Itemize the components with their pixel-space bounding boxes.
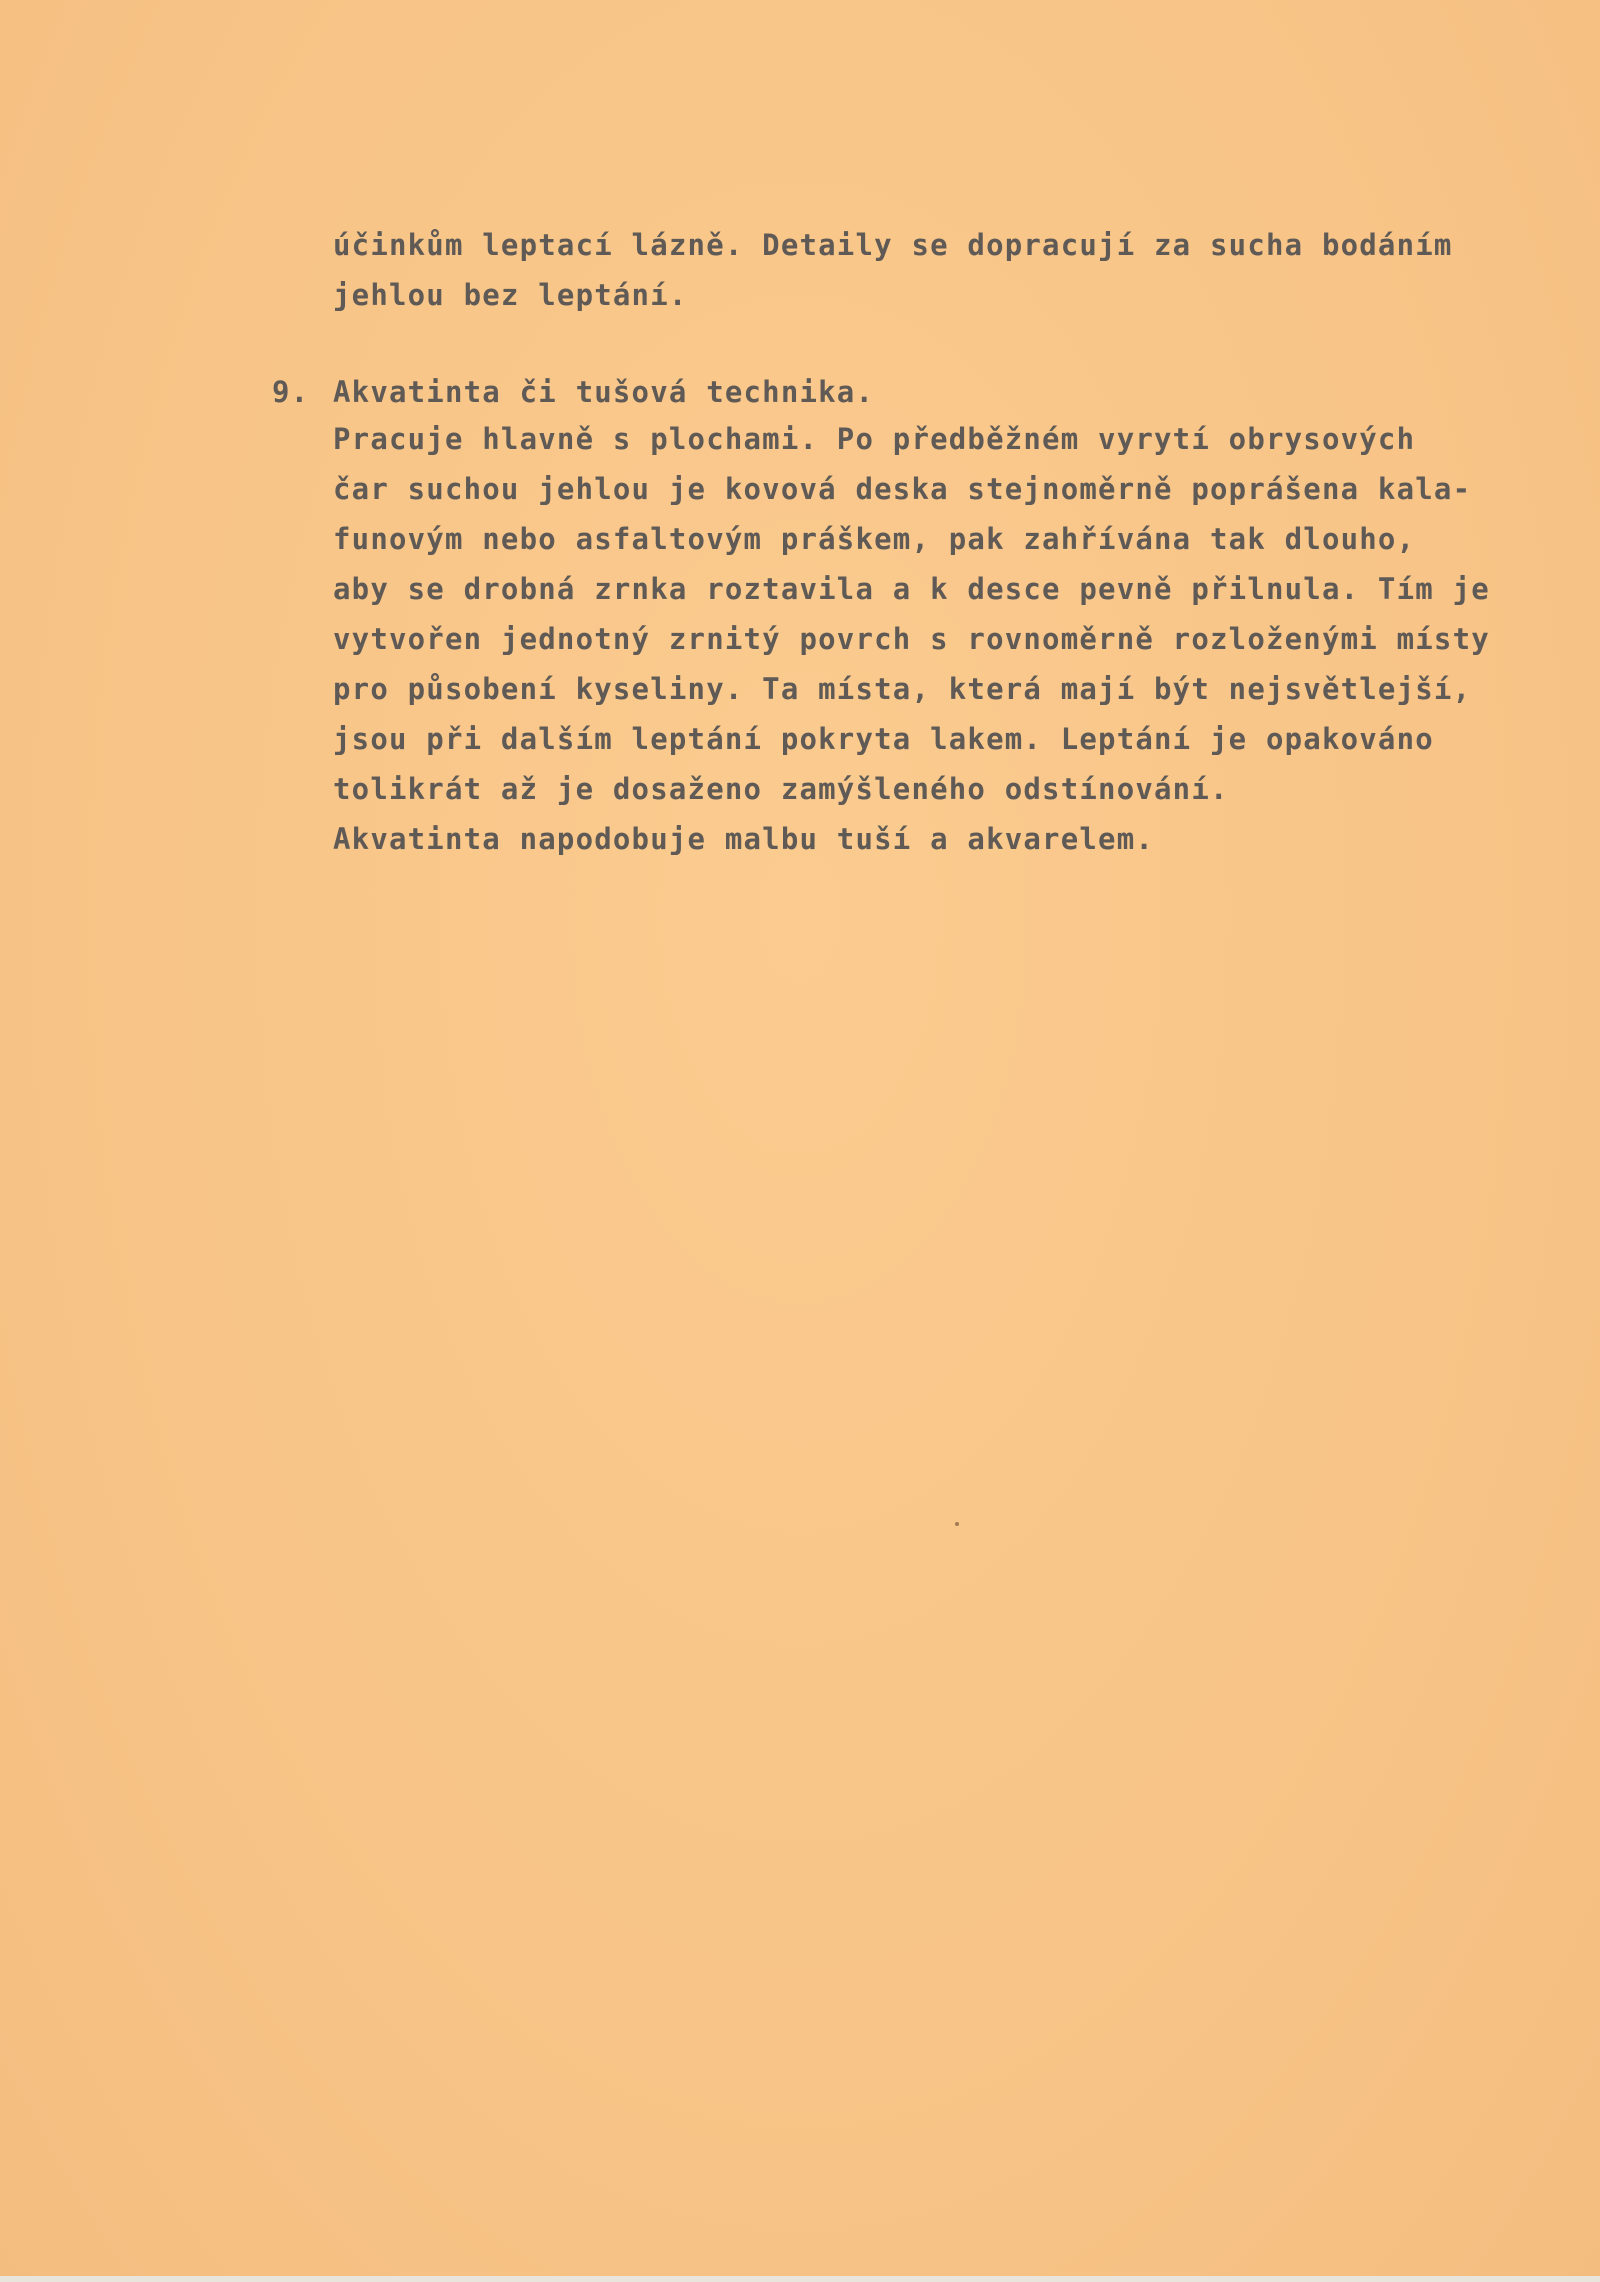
text-line: čar suchou jehlou je kovová deska stejnoměrně poprášena kala- (333, 472, 1472, 506)
text-line: účinkům leptací lázně. Detaily se dopracují za sucha bodáním (333, 228, 1453, 262)
text-line: aby se drobná zrnka roztavila a k desce pevně přilnula. Tím je (333, 572, 1490, 606)
text-line: Pracuje hlavně s plochami. Po předběžném vyrytí obrysových (333, 422, 1416, 456)
text-line: tolikrát až je dosaženo zamýšleného odstínování. (333, 772, 1229, 806)
text-line: Akvatinta napodobuje malbu tuší a akvarelem. (333, 822, 1155, 856)
section-heading: Akvatinta či tušová technika. (333, 375, 875, 409)
paper-bottom-edge (0, 2276, 1600, 2282)
text-line: pro působení kyseliny. Ta místa, která mají být nejsvětlejší, (333, 672, 1472, 706)
text-line: funovým nebo asfaltovým práškem, pak zahřívána tak dlouho, (333, 522, 1416, 556)
text-line: jsou při dalším leptání pokryta lakem. Leptání je opakováno (333, 722, 1434, 756)
item-number: 9. (272, 375, 310, 409)
text-line: jehlou bez leptání. (333, 278, 688, 312)
text-line: vytvořen jednotný zrnitý povrch s rovnoměrně rozloženými místy (333, 622, 1490, 656)
paper-speck (955, 1522, 959, 1526)
